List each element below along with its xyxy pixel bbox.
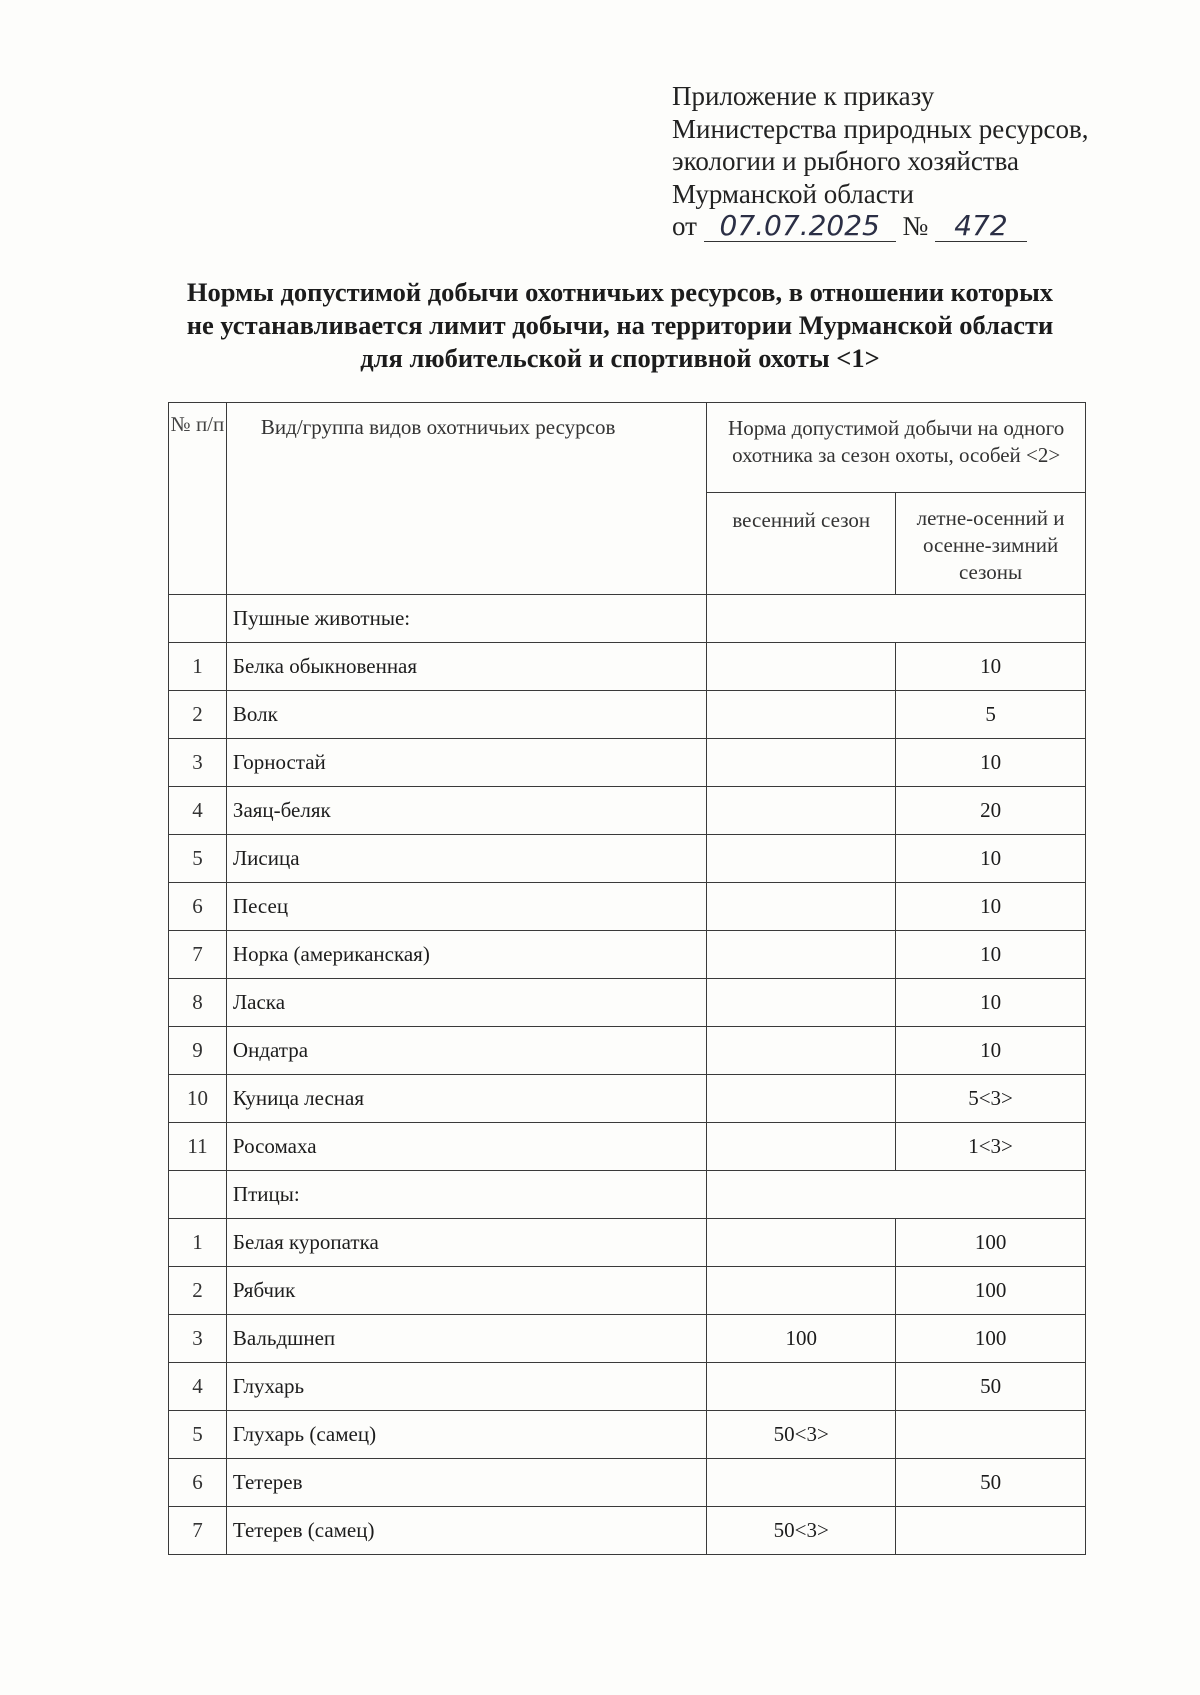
spring-norm bbox=[707, 1027, 896, 1075]
row-number: 8 bbox=[169, 979, 227, 1027]
autumn-norm: 1<3> bbox=[896, 1123, 1086, 1171]
header-autumn-winter-season: летне-осенний и осенне-зимний сезоны bbox=[896, 493, 1086, 595]
order-number: 472 bbox=[935, 211, 1027, 242]
autumn-norm: 10 bbox=[896, 835, 1086, 883]
title-line: Нормы допустимой добычи охотничьих ресурсов, в отношении которых bbox=[186, 277, 1054, 307]
spring-norm: 100 bbox=[707, 1315, 896, 1363]
appendix-line: Мурманской области bbox=[672, 178, 914, 209]
autumn-norm: 100 bbox=[896, 1267, 1086, 1315]
table-row bbox=[169, 931, 1086, 979]
row-number: 6 bbox=[169, 883, 227, 931]
species-name: Глухарь bbox=[226, 1363, 706, 1411]
species-name: Песец bbox=[226, 883, 706, 931]
species-name: Росомаха bbox=[226, 1123, 706, 1171]
spring-norm bbox=[707, 691, 896, 739]
row-number: 3 bbox=[169, 739, 227, 787]
row-number: 3 bbox=[169, 1315, 227, 1363]
row-number: 1 bbox=[169, 643, 227, 691]
order-number-sign: № bbox=[902, 211, 929, 241]
group-label: Птицы: bbox=[226, 1171, 706, 1219]
spring-norm bbox=[707, 1363, 896, 1411]
order-date: 07.07.2025 bbox=[704, 211, 896, 242]
table-row bbox=[169, 1507, 1086, 1555]
order-reference bbox=[672, 210, 1089, 243]
row-number: 2 bbox=[169, 1267, 227, 1315]
species-name: Рябчик bbox=[226, 1267, 706, 1315]
spring-norm bbox=[707, 739, 896, 787]
autumn-norm: 50 bbox=[896, 1363, 1086, 1411]
norms-table bbox=[168, 402, 1086, 1555]
table-row bbox=[169, 1315, 1086, 1363]
table-row bbox=[169, 739, 1086, 787]
species-name: Белка обыкновенная bbox=[226, 643, 706, 691]
autumn-norm: 100 bbox=[896, 1219, 1086, 1267]
spring-norm bbox=[707, 1459, 896, 1507]
table-header-row bbox=[169, 403, 1086, 493]
autumn-norm bbox=[896, 1507, 1086, 1555]
table-row bbox=[169, 1027, 1086, 1075]
species-name: Заяц-беляк bbox=[226, 787, 706, 835]
species-name: Куница лесная bbox=[226, 1075, 706, 1123]
row-number: 5 bbox=[169, 1411, 227, 1459]
species-name: Тетерев bbox=[226, 1459, 706, 1507]
species-name: Белая куропатка bbox=[226, 1219, 706, 1267]
table-row bbox=[169, 643, 1086, 691]
table-row bbox=[169, 691, 1086, 739]
table-row bbox=[169, 979, 1086, 1027]
spring-norm: 50<3> bbox=[707, 1411, 896, 1459]
row-number: 4 bbox=[169, 1363, 227, 1411]
autumn-norm: 20 bbox=[896, 787, 1086, 835]
table-row bbox=[169, 1123, 1086, 1171]
table-row bbox=[169, 1075, 1086, 1123]
spring-norm bbox=[707, 1123, 896, 1171]
autumn-norm: 10 bbox=[896, 1027, 1086, 1075]
table-row bbox=[169, 1363, 1086, 1411]
autumn-norm: 50 bbox=[896, 1459, 1086, 1507]
group-value-cell bbox=[707, 595, 1086, 643]
header-num: № п/п bbox=[169, 403, 227, 595]
spring-norm bbox=[707, 787, 896, 835]
table-row bbox=[169, 883, 1086, 931]
spring-norm bbox=[707, 1267, 896, 1315]
species-name: Норка (американская) bbox=[226, 931, 706, 979]
table-row bbox=[169, 787, 1086, 835]
spring-norm bbox=[707, 1075, 896, 1123]
spring-norm bbox=[707, 979, 896, 1027]
table-row bbox=[169, 1459, 1086, 1507]
row-number: 10 bbox=[169, 1075, 227, 1123]
table-row bbox=[169, 835, 1086, 883]
autumn-norm: 5<3> bbox=[896, 1075, 1086, 1123]
species-name: Ласка bbox=[226, 979, 706, 1027]
autumn-norm: 10 bbox=[896, 643, 1086, 691]
spring-norm bbox=[707, 1219, 896, 1267]
header-species: Вид/группа видов охотничьих ресурсов bbox=[226, 403, 706, 595]
autumn-norm: 10 bbox=[896, 883, 1086, 931]
species-name: Глухарь (самец) bbox=[226, 1411, 706, 1459]
group-num-cell bbox=[169, 1171, 227, 1219]
autumn-norm: 10 bbox=[896, 931, 1086, 979]
autumn-norm: 5 bbox=[896, 691, 1086, 739]
autumn-norm: 100 bbox=[896, 1315, 1086, 1363]
group-row bbox=[169, 1171, 1086, 1219]
species-name: Волк bbox=[226, 691, 706, 739]
autumn-norm: 10 bbox=[896, 979, 1086, 1027]
header-spring-season: весенний сезон bbox=[707, 493, 896, 595]
appendix-line: экологии и рыбного хозяйства bbox=[672, 146, 1020, 176]
row-number: 5 bbox=[169, 835, 227, 883]
spring-norm bbox=[707, 883, 896, 931]
table-row bbox=[169, 1411, 1086, 1459]
spring-norm bbox=[707, 835, 896, 883]
group-label: Пушные животные: bbox=[226, 595, 706, 643]
row-number: 2 bbox=[169, 691, 227, 739]
row-number: 4 bbox=[169, 787, 227, 835]
header-norm: Норма допустимой добычи на одного охотника за сезон охоты, особей <2> bbox=[707, 403, 1086, 493]
title-line: не устанавливается лимит добычи, на территории Мурманской области bbox=[186, 310, 1054, 340]
table-row bbox=[169, 1219, 1086, 1267]
species-name: Лисица bbox=[226, 835, 706, 883]
table-row bbox=[169, 1267, 1086, 1315]
row-number: 7 bbox=[169, 931, 227, 979]
order-prefix: от bbox=[672, 211, 697, 241]
group-num-cell bbox=[169, 595, 227, 643]
row-number: 6 bbox=[169, 1459, 227, 1507]
spring-norm: 50<3> bbox=[707, 1507, 896, 1555]
autumn-norm: 10 bbox=[896, 739, 1086, 787]
appendix-block bbox=[672, 80, 1089, 243]
row-number: 9 bbox=[169, 1027, 227, 1075]
group-value-cell bbox=[707, 1171, 1086, 1219]
spring-norm bbox=[707, 643, 896, 691]
row-number: 7 bbox=[169, 1507, 227, 1555]
appendix-line: Приложение к приказу bbox=[672, 81, 935, 111]
spring-norm bbox=[707, 931, 896, 979]
species-name: Вальдшнеп bbox=[226, 1315, 706, 1363]
species-name: Ондатра bbox=[226, 1027, 706, 1075]
species-name: Горностай bbox=[226, 739, 706, 787]
title-line: для любительской и спортивной охоты <1> bbox=[360, 343, 880, 373]
group-row bbox=[169, 595, 1086, 643]
row-number: 1 bbox=[169, 1219, 227, 1267]
autumn-norm bbox=[896, 1411, 1086, 1459]
species-name: Тетерев (самец) bbox=[226, 1507, 706, 1555]
row-number: 11 bbox=[169, 1123, 227, 1171]
document-title bbox=[120, 276, 1120, 375]
appendix-line: Министерства природных ресурсов, bbox=[672, 113, 1089, 144]
